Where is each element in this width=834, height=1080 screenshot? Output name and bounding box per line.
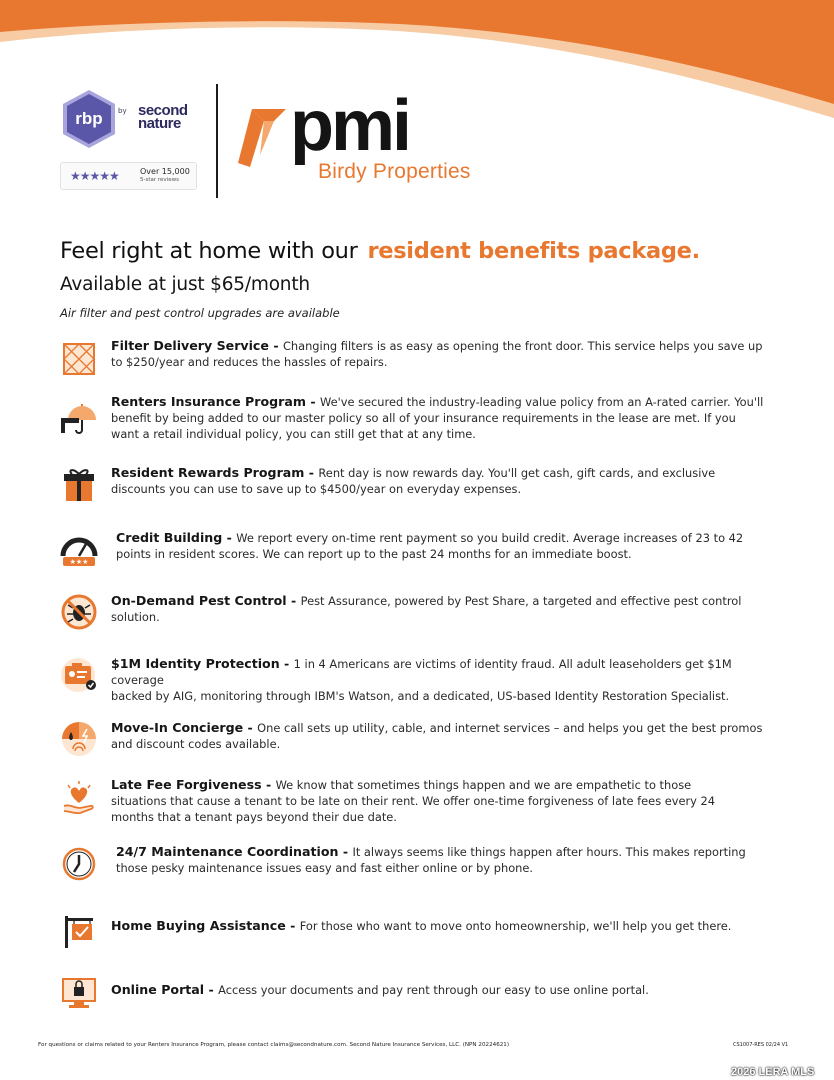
benefit-line: discounts you can use to save up to $4500/year on everyday expenses.	[111, 482, 522, 496]
id-card-icon	[60, 656, 98, 694]
pmi-logo-mark-icon	[238, 107, 288, 169]
reviews-caption: 5-star reviews	[140, 177, 179, 183]
benefit-text	[111, 593, 778, 625]
benefit-text	[111, 394, 778, 442]
benefit-line: Rent day is now rewards day. You'll get cash, gift cards, and exclusive	[318, 466, 716, 480]
clock-icon	[60, 844, 98, 882]
benefit-line: points in resident scores. We can report up to the past 24 months for an immediate boost.	[116, 547, 632, 561]
benefit-line: solution.	[111, 610, 160, 624]
benefit-text	[116, 530, 778, 562]
birdy-properties-text: Birdy Properties	[318, 160, 471, 183]
benefit-text	[111, 918, 778, 934]
benefit-line: want a retail individual policy, you can still get that at any time.	[111, 427, 476, 441]
benefit-line: For those who want to move onto homeownership, we'll help you get there.	[299, 919, 732, 933]
benefit-title: On-Demand Pest Control -	[111, 593, 301, 608]
reviews-count: Over 15,000	[140, 167, 190, 176]
benefit-line: Changing filters is as easy as opening the front door. This service helps you save up	[282, 339, 763, 353]
upgrades-note: Air filter and pest control upgrades are available	[60, 306, 340, 320]
page-headline	[60, 238, 703, 264]
five-stars-icon: ★★★★★	[70, 169, 119, 183]
pmi-logo-text: pmi	[290, 86, 410, 166]
benefit-line: those pesky maintenance issues easy and fast either online or by phone.	[116, 861, 534, 875]
benefit-line: Access your documents and pay rent through our easy to use online portal.	[218, 983, 649, 997]
benefit-line: We report every on-time rent payment so you build credit. Average increases of 23 to 42	[236, 531, 744, 545]
gift-icon	[60, 465, 98, 503]
headline-highlight: resident benefits package.	[364, 238, 702, 264]
utilities-icon	[60, 720, 98, 758]
benefit-title: Online Portal -	[111, 982, 219, 997]
heart-hand-icon	[60, 779, 98, 817]
benefit-title: Resident Rewards Program -	[111, 465, 319, 480]
benefit-line: One call sets up utility, cable, and internet services – and helps you get the best promos	[257, 721, 763, 735]
benefit-text	[111, 982, 778, 998]
benefit-line: 1 in 4 Americans are victims of identity fraud. All adult leaseholders get $1M coverage	[111, 657, 732, 687]
rbp-logo-text: rbp	[75, 109, 103, 128]
benefit-title: Home Buying Assistance -	[111, 918, 300, 933]
air-filter-icon	[60, 340, 98, 378]
benefit-title: Move-In Concierge -	[111, 720, 258, 735]
no-bug-icon	[60, 593, 98, 631]
benefit-line: Pest Assurance, powered by Pest Share, a targeted and effective pest control	[300, 594, 742, 608]
mls-watermark: 2026 LERA MLS	[731, 1066, 815, 1078]
benefit-line: benefit by being added to our master policy so all of your insurance requirements in the lease are met. If you	[111, 411, 736, 425]
headline-lead: Feel right at home with our	[60, 238, 365, 264]
benefit-line: and discount codes available.	[111, 737, 281, 751]
computer-monitor-icon	[60, 974, 98, 1012]
umbrella-icon	[60, 400, 98, 438]
rbp-logo-icon	[60, 88, 118, 150]
price-subheading: Available at just $65/month	[60, 274, 310, 295]
benefit-text	[111, 720, 778, 752]
second-nature-line1: second	[138, 102, 188, 119]
benefit-line: months that a tenant pays beyond their due date.	[111, 810, 397, 824]
benefit-text	[116, 844, 778, 876]
header-wave-decoration	[0, 0, 834, 150]
credit-gauge-icon	[60, 530, 98, 568]
benefit-title: Credit Building -	[116, 530, 237, 545]
benefit-line: We know that sometimes things happen and we are empathetic to those	[275, 778, 692, 792]
benefit-line: We've secured the industry-leading value policy from an A-rated carrier. You'll	[319, 395, 764, 409]
svg-text:★★★: ★★★	[69, 558, 89, 566]
second-nature-line2: nature	[138, 115, 181, 132]
header-divider	[216, 84, 218, 198]
benefit-text	[111, 338, 778, 370]
second-nature-brand	[138, 104, 188, 130]
benefit-title: $1M Identity Protection -	[111, 656, 294, 671]
benefit-title: 24/7 Maintenance Coordination -	[116, 844, 353, 859]
benefit-title: Renters Insurance Program -	[111, 394, 320, 409]
reviews-text	[140, 167, 190, 185]
reviews-badge	[60, 162, 197, 190]
benefit-text	[111, 656, 778, 704]
benefit-title: Late Fee Forgiveness -	[111, 777, 276, 792]
benefit-line: It always seems like things happen after hours. This makes reporting	[352, 845, 746, 859]
benefit-line: situations that cause a tenant to be late on their rent. We offer one-time forgiveness of late fees every 24	[111, 794, 716, 808]
footer-disclaimer: For questions or claims related to your Renters Insurance Program, please contact claims@secondnature.com. Second Nature Insurance Services, LLC. (NPN 20224621)	[38, 1042, 510, 1048]
benefit-line: backed by AIG, monitoring through IBM's Watson, and a dedicated, US-based Identity Restoration Specialist.	[111, 689, 730, 703]
benefit-line: to $250/year and reduces the hassles of repairs.	[111, 355, 388, 369]
benefit-text	[111, 777, 778, 825]
benefit-title: Filter Delivery Service -	[111, 338, 283, 353]
rbp-by-label: by	[118, 107, 127, 115]
benefit-text	[111, 465, 778, 497]
footer-doc-code: CS1007-RES 02/24 V1	[733, 1042, 789, 1048]
for-sale-sign-icon	[60, 912, 98, 950]
